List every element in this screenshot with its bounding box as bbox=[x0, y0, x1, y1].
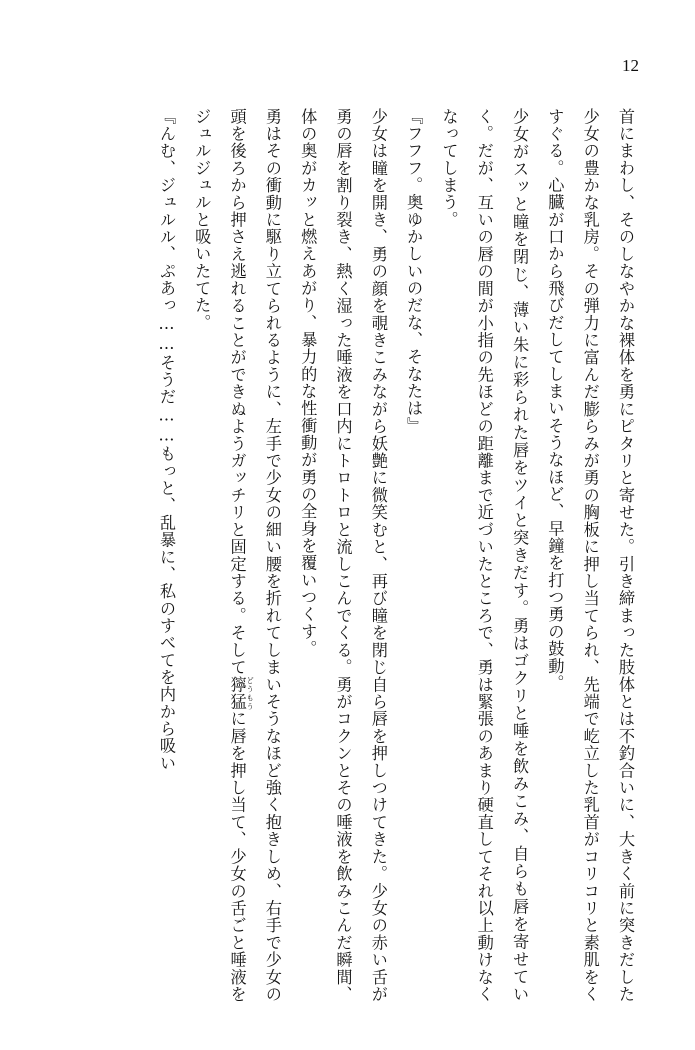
paragraph: 『フフフ。奥ゆかしいのだな、そなたは』 bbox=[404, 108, 424, 435]
paragraph: 少女がスッと瞳を閉じ、薄い朱に彩られた唇をツイと突きだす。勇はゴクリと唾を飲みこみ、自らも唇を寄せていく。だが、互いの唇の間が小指の先ほどの距離まで近づいたところで、勇は緊張のあまり硬直してそれ以上動けなくなってしまう。 bbox=[439, 108, 530, 1003]
paragraph: 首にまわし、そのしなやかな裸体を勇にピタリと寄せた。引き締まった肢体とは不釣合いに、大きく前に突きだした少女の豊かな乳房。その弾力に富んだ膨らみが勇の胸板に押し当てられ、先端で屹立した乳首がコリコリと素肌をくすぐる。心臓が口から飛びだしてしまいそうなほど、早鐘を打つ勇の鼓動。 bbox=[545, 108, 635, 1003]
paragraph: 勇はその衝動に駆り立てられるように、左手で少女の細い腰を折れてしまいそうなほど強く抱きしめ、右手で少女の頭を後ろから押さえ逃れることができぬようガッチリと固定する。そして獰猛 どうもうに唇を押し当て、少女の舌ごと唾液をジュルジュルと吸いたてた。 bbox=[192, 108, 282, 1003]
paragraph: 少女は瞳を開き、勇の顔を覗きこみながら妖艶に微笑むと、再び瞳を閉じ自ら唇を押しつけてきた。少女の赤い舌が勇の唇を割り裂き、熱く湿った唾液を口内にトロトロと流しこんでくる。勇がコクンとその唾液を飲みこんだ瞬間、体の奥がカッと燃えあがり、暴力的な性衝動が勇の全身を覆いつくす。 bbox=[298, 108, 388, 1003]
paragraph: 『んむ、ジュルル、ぷあっ……そうだ……もっと、乱暴に、私のすべてを内から吸い bbox=[156, 108, 176, 772]
ruby-annotation: 獰猛 どうもう bbox=[227, 675, 255, 711]
page-text-body bbox=[56, 108, 643, 1003]
page-number: 12 bbox=[622, 56, 639, 75]
